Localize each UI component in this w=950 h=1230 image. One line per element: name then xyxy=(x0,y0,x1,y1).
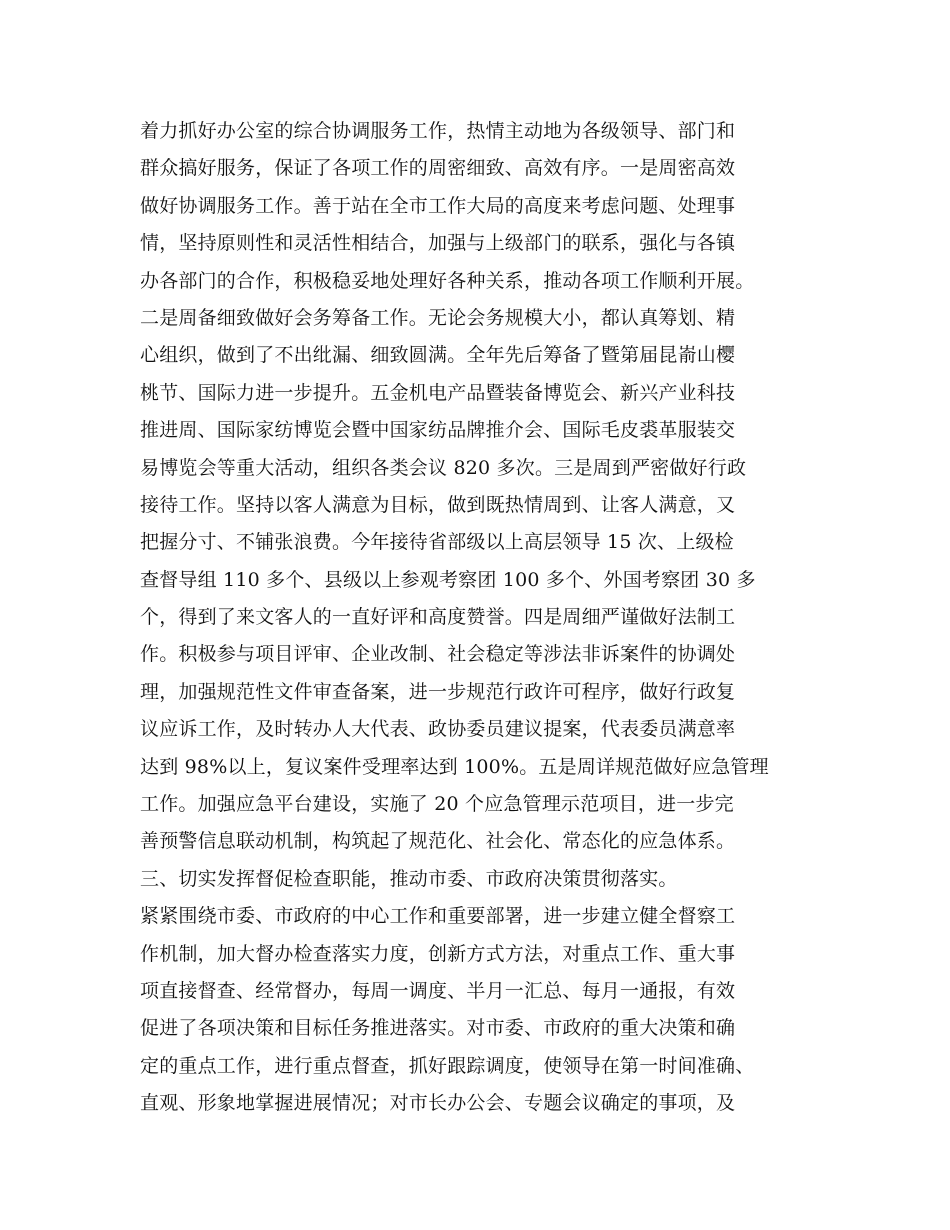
text-line: 情，坚持原则性和灵活性相结合，加强与上级部门的联系，强化与各镇 xyxy=(140,232,736,255)
text-line: 三、切实发挥督促检查职能，推动市委、市政府决策贯彻落实。 xyxy=(140,867,678,890)
text-line: 善预警信息联动机制，构筑起了规范化、社会化、常态化的应急体系。 xyxy=(140,830,736,853)
text-line: 办各部门的合作，积极稳妥地处理好各种关系，推动各项工作顺利开展。 xyxy=(140,269,755,292)
text-line: 着力抓好办公室的综合协调服务工作，热情主动地为各级领导、部门和 xyxy=(140,120,736,142)
text-line: 推进周、国际家纺博览会暨中国家纺品牌推介会、国际毛皮裘革服装交 xyxy=(140,419,736,442)
text-line: 作。积极参与项目评审、企业改制、社会稳定等涉法非诉案件的协调处 xyxy=(140,643,736,666)
text-line: 易博览会等重大活动，组织各类会议 820 多次。三是周到严密做好行政 xyxy=(140,456,747,479)
document-body xyxy=(140,113,830,1123)
text-line: 心组织，做到了不出纰漏、细致圆满。全年先后筹备了暨第届昆嵛山樱 xyxy=(140,344,736,367)
text-line: 促进了各项决策和目标任务推进落实。对市委、市政府的重大决策和确 xyxy=(140,1017,736,1040)
text-line: 达到 98%以上，复议案件受理率达到 100%。五是周详规范做好应急管理 xyxy=(140,755,769,778)
text-line: 个，得到了来文客人的一直好评和高度赞誉。四是周细严谨做好法制工 xyxy=(140,606,736,629)
text-line: 项直接督查、经常督办，每周一调度、半月一汇总、每月一通报，有效 xyxy=(140,979,736,1002)
text-line: 定的重点工作，进行重点督查，抓好跟踪调度，使领导在第一时间准确、 xyxy=(140,1054,755,1077)
text-line: 查督导组 110 多个、县级以上参观考察团 100 多个、外国考察团 30 多 xyxy=(140,568,756,591)
text-line: 紧紧围绕市委、市政府的中心工作和重要部署，进一步建立健全督察工 xyxy=(140,905,736,928)
text-line: 接待工作。坚持以客人满意为目标，做到既热情周到、让客人满意，又 xyxy=(140,493,736,516)
text-line: 直观、形象地掌握进展情况；对市长办公会、专题会议确定的事项，及 xyxy=(140,1092,736,1115)
text-line: 理，加强规范性文件审查备案，进一步规范行政许可程序，做好行政复 xyxy=(140,680,736,703)
text-line: 做好协调服务工作。善于站在全市工作大局的高度来考虑问题、处理事 xyxy=(140,194,736,217)
text-line: 二是周备细致做好会务筹备工作。无论会务规模大小，都认真筹划、精 xyxy=(140,306,736,329)
text-line: 桃节、国际力进一步提升。五金机电产品暨装备博览会、新兴产业科技 xyxy=(140,381,736,404)
text-line: 把握分寸、不铺张浪费。今年接待省部级以上高层领导 15 次、上级检 xyxy=(140,531,734,554)
text-line: 议应诉工作，及时转办人大代表、政协委员建议提案，代表委员满意率 xyxy=(140,718,736,741)
text-line: 群众搞好服务，保证了各项工作的周密细致、高效有序。一是周密高效 xyxy=(140,157,736,180)
text-line: 作机制，加大督办检查落实力度，创新方式方法，对重点工作、重大事 xyxy=(140,942,736,965)
text-line: 工作。加强应急平台建设，实施了 20 个应急管理示范项目，进一步完 xyxy=(140,793,734,816)
